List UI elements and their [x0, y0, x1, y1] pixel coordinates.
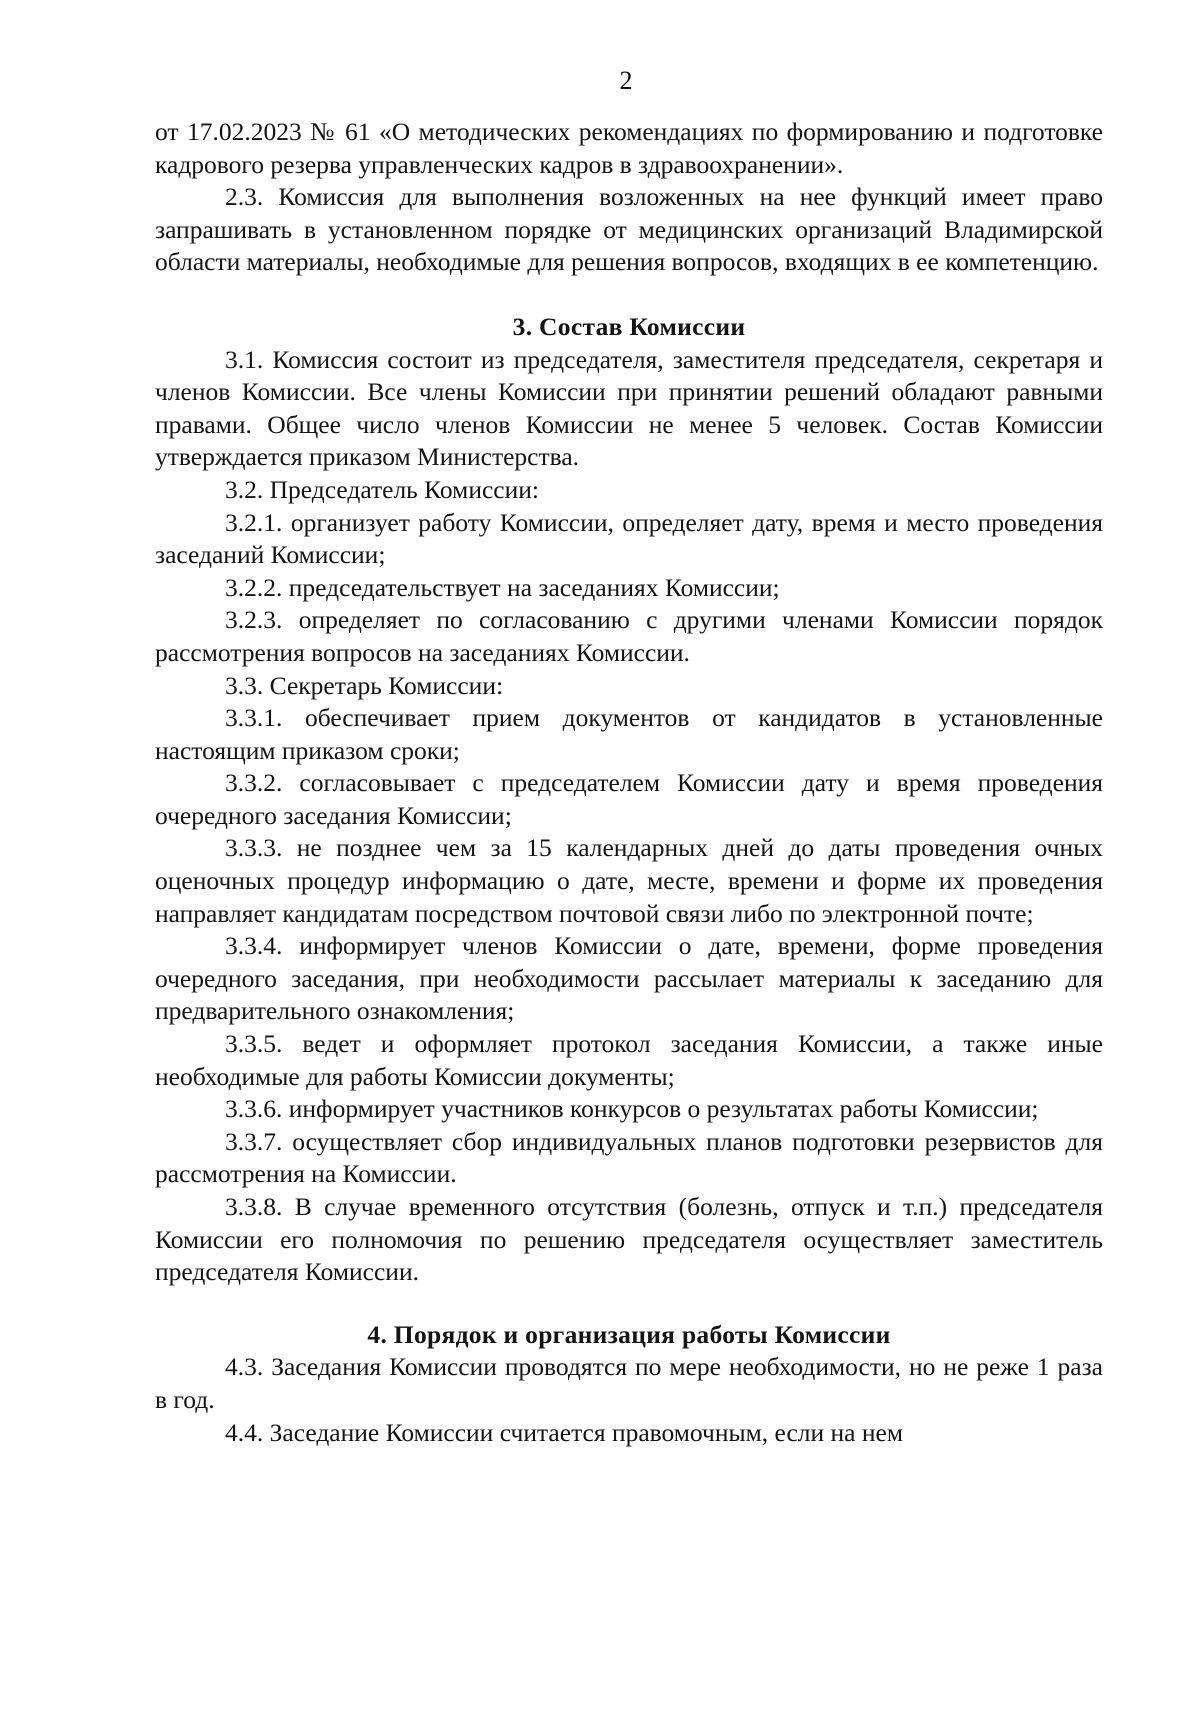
section-heading-3: 3. Состав Комиссии — [512, 311, 746, 341]
paragraph-3-3-6: 3.3.6. информирует участников конкурсов о результатах работы Комиссии; — [225, 1094, 1039, 1124]
section-spacer — [155, 279, 1103, 311]
section-spacer — [155, 1289, 1103, 1319]
paragraph-3-1: 3.1. Комиссия состоит из председателя, заместителя председателя, секретаря и членов Комиссии. Все члены Комиссии при принятии решений обладают равными правами. Общее число членов Комиссии не менее 5 человек. Состав Комиссии утверждается приказом Министерства. — [155, 344, 1103, 472]
paragraph-intro-continuation: от 17.02.2023 № 61 «О методических рекомендациях по формированию и подготовке кадрового резерва управленческих кадров в здравоохранении». — [155, 117, 1103, 179]
paragraph-3-3-8: 3.3.8. В случае временного отсутствия (болезнь, отпуск и т.п.) председателя Комиссии его полномочия по решению председателя осуществляет заместитель председателя Комиссии. — [155, 1192, 1103, 1287]
paragraph-4-3: 4.3. Заседания Комиссии проводятся по мере необходимости, но не реже 1 раза в год. — [155, 1352, 1103, 1414]
paragraph-2-3: 2.3. Комиссия для выполнения возложенных на нее функций имеет право запрашивать в установленном порядке от медицинских организаций Владимирской области материалы, необходимые для решения вопросов, входящих в ее компетенцию. — [155, 182, 1103, 277]
paragraph-3-2: 3.2. Председатель Комиссии: — [225, 474, 539, 504]
paragraph-3-3-3: 3.3.3. не позднее чем за 15 календарных дней до даты проведения очных оценочных процедур информацию о дате, месте, времени и форме их проведения направляет кандидатам посредством почтовой связи либо по электронной почте; — [155, 833, 1103, 928]
section-heading-4: 4. Порядок и организация работы Комиссии — [367, 1319, 891, 1349]
paragraph-3-2-1: 3.2.1. организует работу Комиссии, определяет дату, время и место проведения заседаний Комиссии; — [155, 507, 1103, 570]
paragraph-3-3-5: 3.3.5. ведет и оформляет протокол заседания Комиссии, а также иные необходимые для работы Комиссии документы; — [155, 1029, 1103, 1091]
page-number: 2 — [619, 66, 633, 95]
paragraph-3-3: 3.3. Секретарь Комиссии: — [225, 670, 504, 700]
paragraph-3-2-3: 3.2.3. определяет по согласованию с другими членами Комиссии порядок рассмотрения вопросов на заседаниях Комиссии. — [155, 605, 1103, 667]
paragraph-4-4: 4.4. Заседание Комиссии считается правомочным, если на нем — [225, 1417, 903, 1447]
paragraph-3-3-7: 3.3.7. осуществляет сбор индивидуальных планов подготовки резервистов для рассмотрения на Комиссии. — [155, 1126, 1103, 1189]
paragraph-3-3-1: 3.3.1. обеспечивает прием документов от кандидатов в установленные настоящим приказом сроки; — [155, 703, 1103, 765]
paragraph-3-3-4: 3.3.4. информирует членов Комиссии о дате, времени, форме проведения очередного заседания, при необходимости рассылает материалы к заседанию для предварительного ознакомления; — [155, 931, 1103, 1026]
document-body — [155, 116, 1103, 1449]
paragraph-3-2-2: 3.2.2. председательствует на заседаниях Комиссии; — [225, 572, 780, 602]
paragraph-3-3-2: 3.3.2. согласовывает с председателем Комиссии дату и время проведения очередного заседания Комиссии; — [155, 768, 1103, 830]
